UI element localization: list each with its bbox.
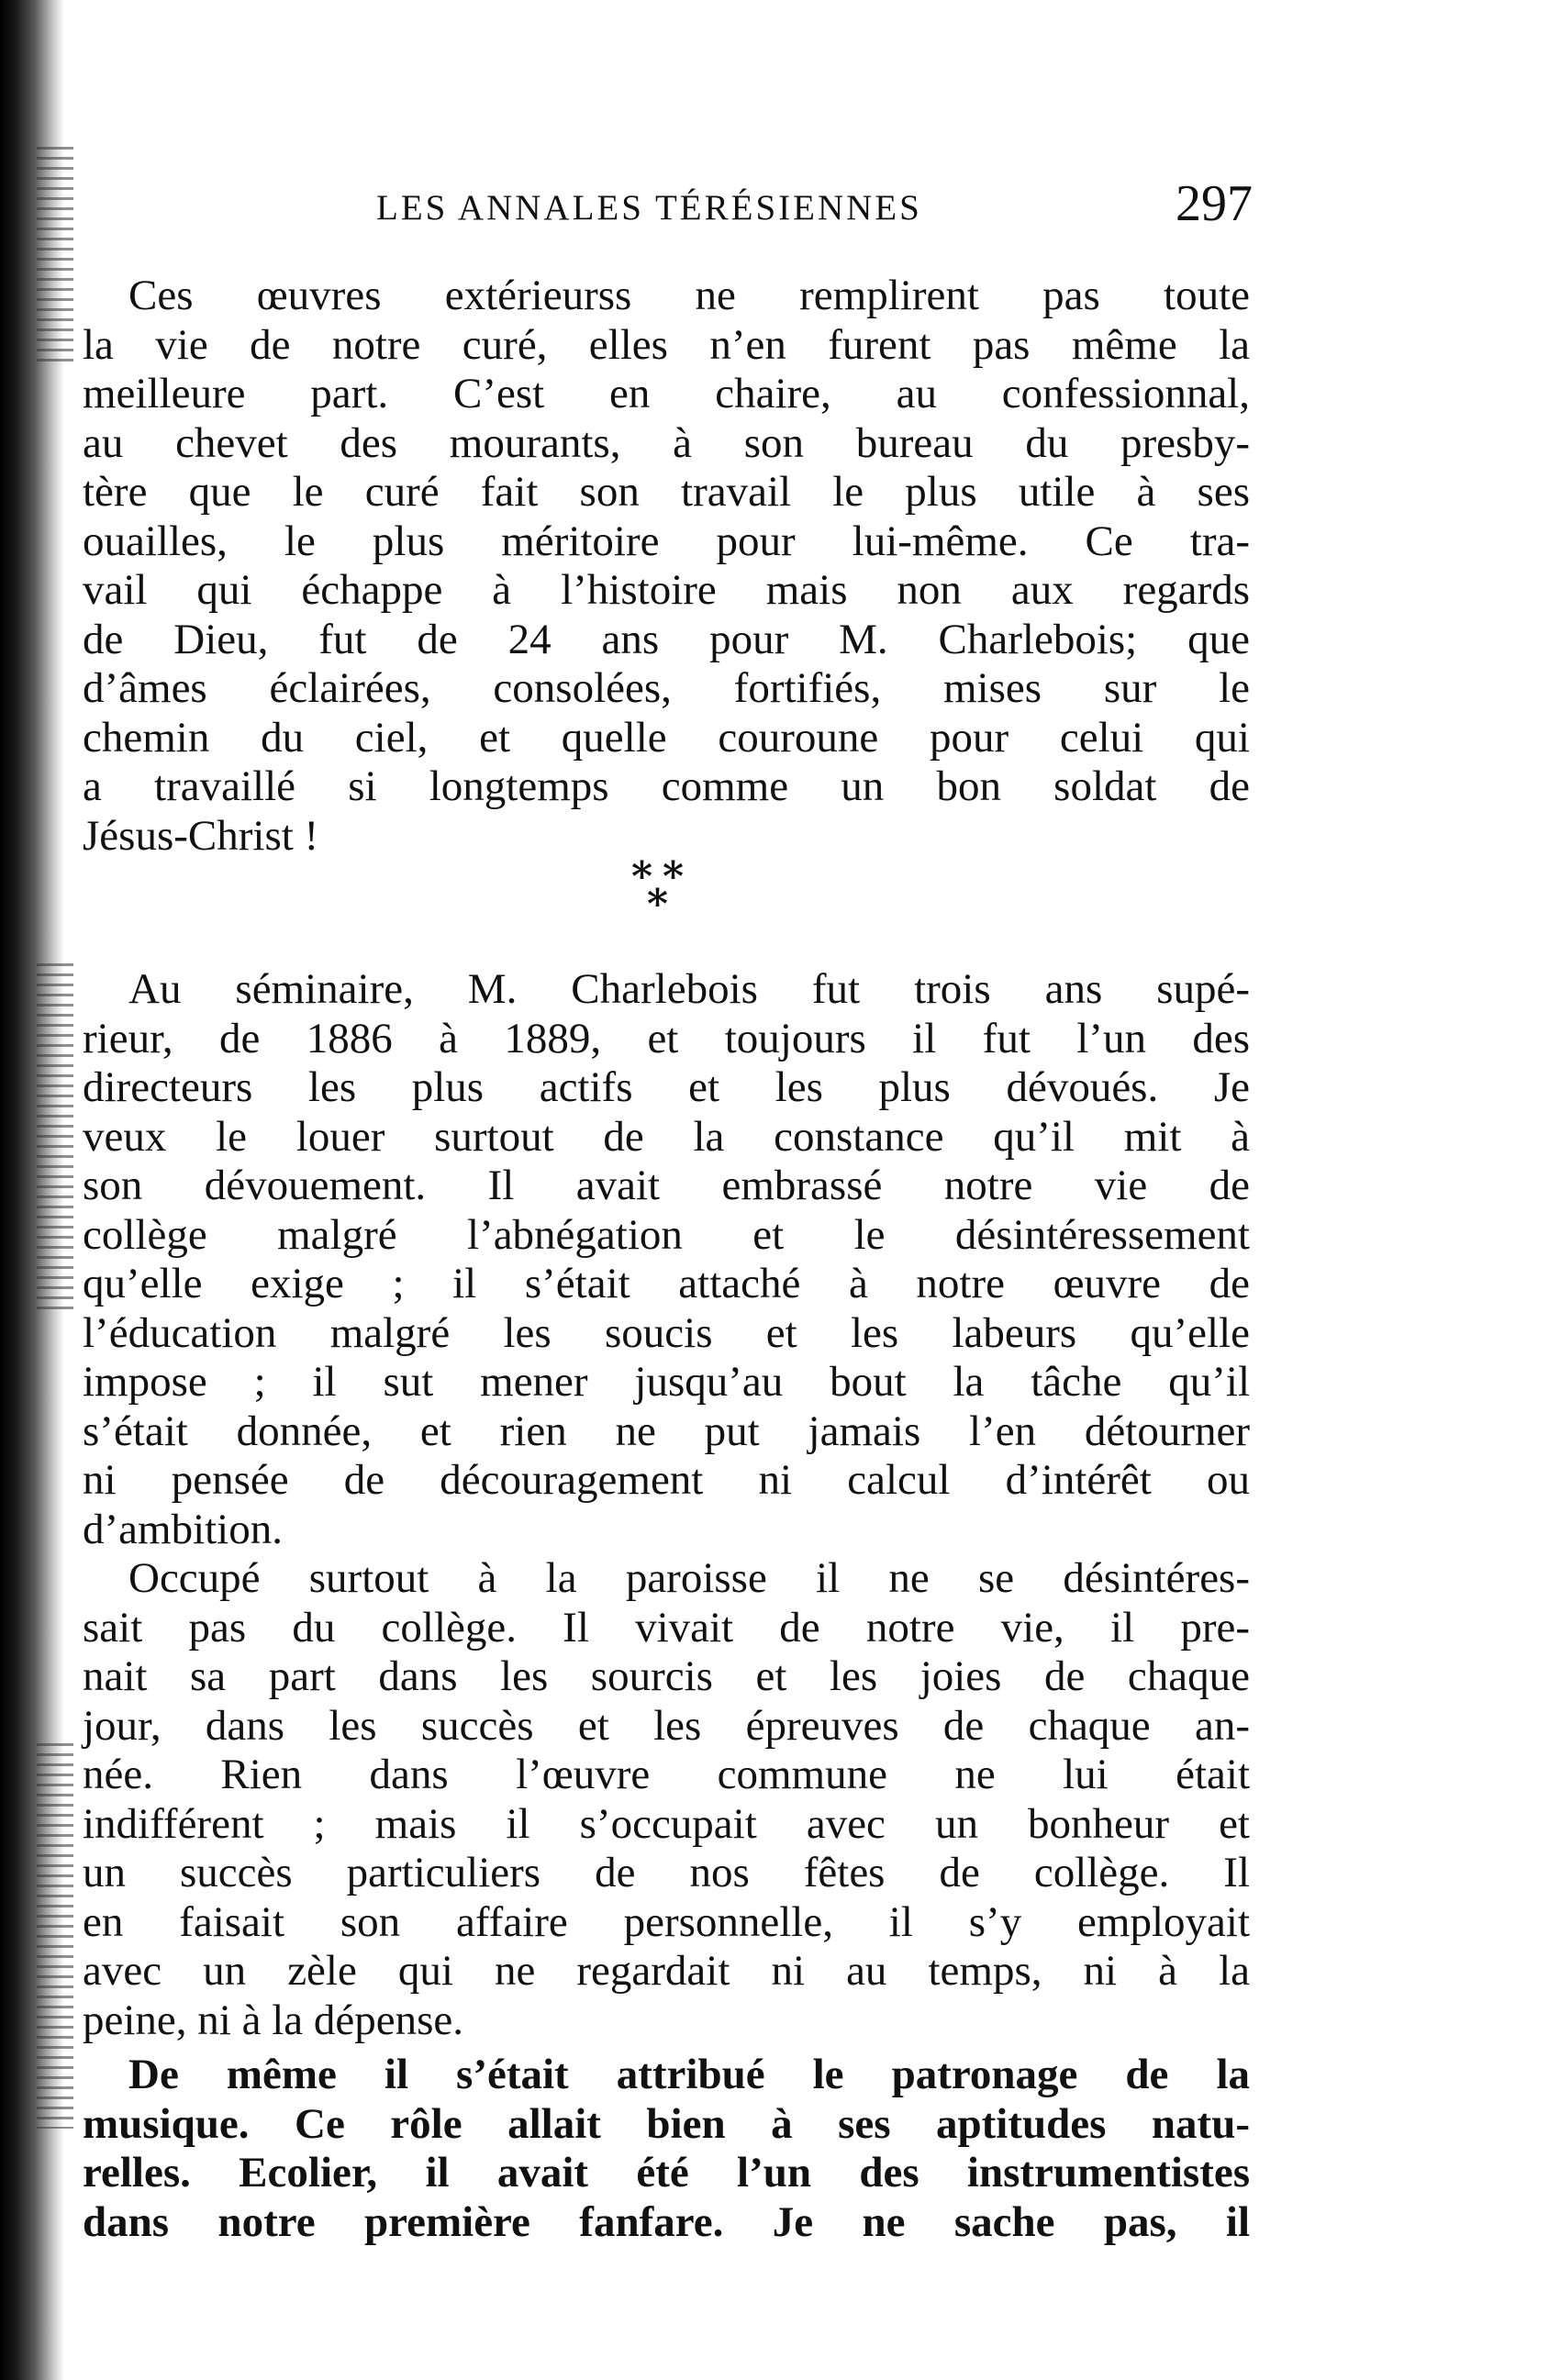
text-line: sait pas du collège. Il vivait de notre vie, il pre- <box>83 1603 1250 1652</box>
scan-noise <box>37 1743 73 2129</box>
paragraph-3 <box>83 1554 1250 2045</box>
asterisk: * <box>631 853 653 900</box>
text-line: peine, ni à la dépense. <box>83 1996 463 2044</box>
text-line: en faisait son affaire personnelle, il s’y employait <box>83 1897 1250 1946</box>
text-line: meilleure part. C’est en chaire, au confessionnal, <box>83 370 1250 417</box>
text-line: Occupé surtout à la paroisse il ne se désintéres- <box>128 1554 1250 1602</box>
text-line: Jésus-Christ ! <box>83 811 319 860</box>
text-line: d’ambition. <box>83 1505 283 1553</box>
text-line: la vie de notre curé, elles n’en furent pas même la <box>83 320 1250 369</box>
text-line: a travaillé si longtemps comme un bon soldat de <box>83 762 1250 810</box>
text-line: chemin du ciel, et quelle couroune pour celui qui <box>83 713 1250 762</box>
text-line: rieur, de 1886 à 1889, et toujours il fut l’un des <box>83 1014 1250 1062</box>
text-line: née. Rien dans l’œuvre commune ne lui était <box>83 1751 1250 1798</box>
text-line: impose ; il sut mener jusqu’au bout la tâche qu’il <box>83 1358 1250 1406</box>
text-line: d’âmes éclairées, consolées, fortifiés, mises sur le <box>83 664 1250 712</box>
scan-noise <box>37 963 73 1312</box>
text-line: l’éducation malgré les soucis et les labeurs qu’elle <box>83 1308 1250 1357</box>
asterisk: * <box>663 853 685 900</box>
text-line: s’était donnée, et rien ne put jamais l’en détourner <box>83 1407 1250 1455</box>
paragraph-1 <box>83 272 1250 861</box>
text-line: avec un zèle qui ne regardait ni au temps, ni à la <box>83 1947 1250 1995</box>
text-line: De même il s’était attribué le patronage de la <box>128 2051 1250 2098</box>
text-line: musique. Ce rôle allait bien à ses aptitudes natu- <box>83 2099 1250 2148</box>
running-head <box>128 174 1253 239</box>
text-line: vail qui échappe à l’histoire mais non aux regards <box>83 566 1250 614</box>
text-line: veux le louer surtout de la constance qu’il mit à <box>83 1112 1250 1161</box>
page-number: 297 <box>1176 175 1253 232</box>
text-line: relles. Ecolier, il avait été l’un des instrumentistes <box>83 2149 1250 2196</box>
text-line: collège malgré l’abnégation et le désintéressement <box>83 1210 1250 1259</box>
text-line: de Dieu, fut de 24 ans pour M. Charlebois; que <box>83 615 1250 663</box>
text-line: Au séminaire, M. Charlebois fut trois ans supé- <box>128 965 1250 1013</box>
text-line: qu’elle exige ; il s’était attaché à notre œuvre de <box>83 1260 1250 1307</box>
text-line: tère que le curé fait son travail le plus utile à ses <box>83 468 1250 516</box>
text-line: indifférent ; mais il s’occupait avec un bonheur et <box>83 1799 1250 1848</box>
text-line: dans notre première fanfare. Je ne sache pas, il <box>83 2197 1250 2246</box>
body-text-2 <box>83 965 1250 2247</box>
asterisk: * <box>647 881 669 928</box>
text-line: Ces œuvres extérieurss ne remplirent pas toute <box>128 272 1250 319</box>
running-title: LES ANNALES TÉRÉSIENNES <box>376 188 922 228</box>
text-line: au chevet des mourants, à son bureau du presby- <box>83 418 1250 467</box>
paragraph-2 <box>83 965 1250 1554</box>
body-text <box>83 272 1250 861</box>
text-line: jour, dans les succès et les épreuves de chaque an- <box>83 1701 1250 1750</box>
text-line: ouailles, le plus méritoire pour lui-même. Ce tra- <box>83 517 1250 565</box>
scan-noise <box>37 147 73 367</box>
paragraph-4 <box>83 2051 1250 2247</box>
section-asterism <box>615 853 707 936</box>
text-line: son dévouement. Il avait embrassé notre vie de <box>83 1162 1250 1209</box>
text-line: directeurs les plus actifs et les plus dévoués. Je <box>83 1063 1250 1111</box>
text-line: ni pensée de découragement ni calcul d’intérêt ou <box>83 1456 1250 1504</box>
text-line: nait sa part dans les sourcis et les joies de chaque <box>83 1652 1250 1700</box>
text-line: un succès particuliers de nos fêtes de collège. Il <box>83 1849 1250 1896</box>
